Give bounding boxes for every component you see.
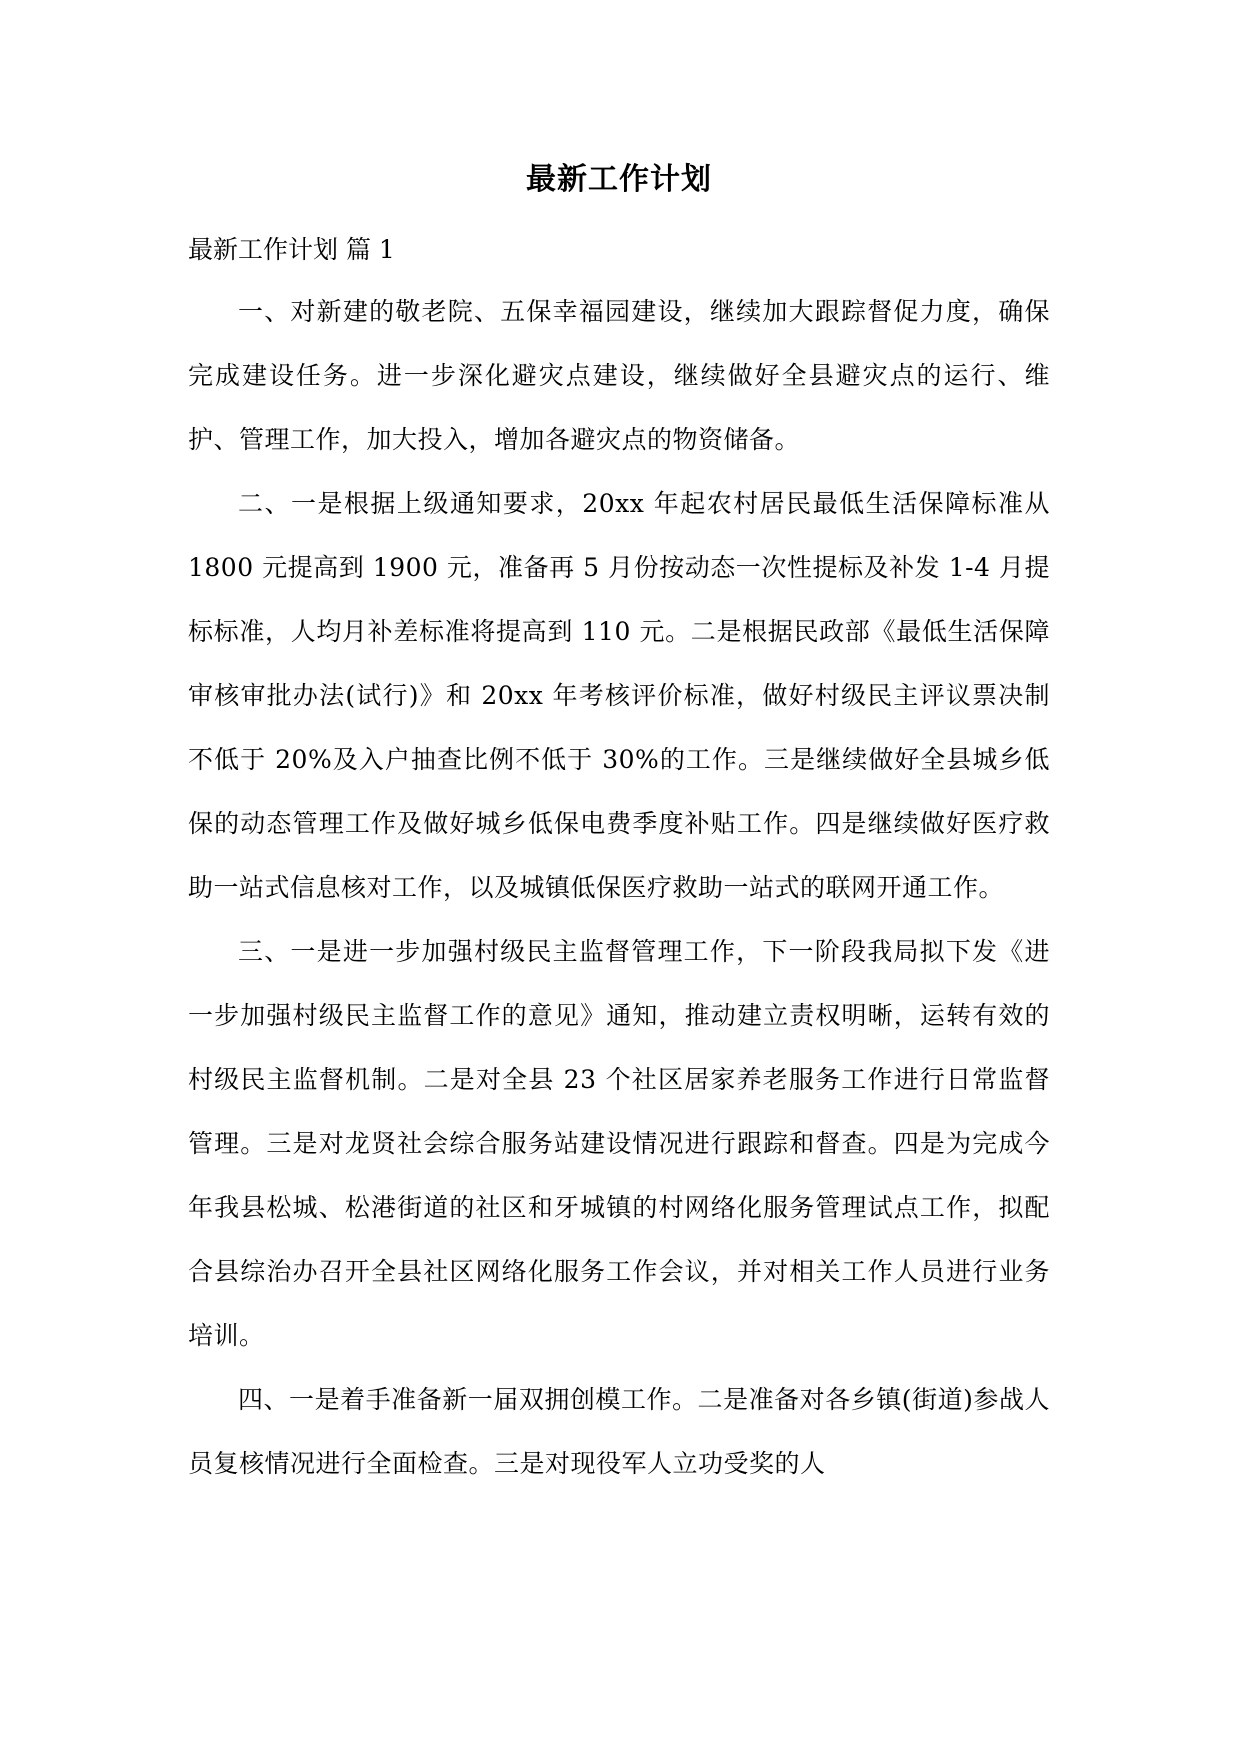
document-body [188, 160, 1050, 1496]
section-heading: 最新工作计划 篇 1 [188, 235, 395, 264]
paragraph-4: 四、一是着手准备新一届双拥创模工作。二是准备对各乡镇(街道)参战人员复核情况进行全面检查。三是对现役军人立功受奖的人 [188, 1385, 1050, 1478]
paragraph-3: 三、一是进一步加强村级民主监督管理工作，下一阶段我局拟下发《进一步加强村级民主监督工作的意见》通知，推动建立责权明晰，运转有效的村级民主监督机制。二是对全县 23 个社区居家养老服务工作进行日常监督管理。三是对龙贤社会综合服务站建设情况进行跟踪和督查。四是为完成今年我县松城、松港街道的社区和牙城镇的村网络化服务管理试点工作，拟配合县综治办召开全县社区网络化服务工作会议，并对相关工作人员进行业务培训。 [188, 937, 1050, 1350]
paragraph-1: 一、对新建的敬老院、五保幸福园建设，继续加大跟踪督促力度，确保完成建设任务。进一步深化避灾点建设，继续做好全县避灾点的运行、维护、管理工作，加大投入，增加各避灾点的物资储备。 [188, 297, 1050, 454]
paragraph-2: 二、一是根据上级通知要求，20xx 年起农村居民最低生活保障标准从 1800 元提高到 1900 元，准备再 5 月份按动态一次性提标及补发 1-4 月提标标准，人均月补差标准将提高到 110 元。二是根据民政部《最低生活保障审核审批办法(试行)》和 20xx 年考核评价标准，做好村级民主评议票决制不低于 20%及入户抽查比例不低于 30%的工作。三是继续做好全县城乡低保的动态管理工作及做好城乡低保电费季度补贴工作。四是继续做好医疗救助一站式信息核对工作，以及城镇低保医疗救助一站式的联网开通工作。 [188, 489, 1050, 902]
document-title: 最新工作计划 [526, 162, 712, 197]
